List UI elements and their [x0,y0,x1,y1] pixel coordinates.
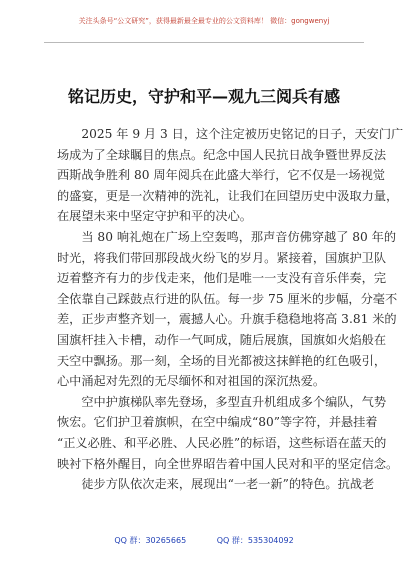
text-line: 迈着整齐有力的步伐走来，他们是唯一一支没有音乐伴奏，完 [57,271,387,286]
text-line: 心中涌起对先烈的无尽缅怀和对祖国的深沉热爱。 [57,374,326,389]
paragraph [57,124,404,227]
text-line: 差，正步声整齐划一，震撼人心。升旗手稳稳地将高 3.81 米的 [57,312,397,327]
text-line: 徒步方队依次走来，展现出“一老一新”的特色。抗战老 [57,477,375,492]
text-line: 场成为了全球瞩目的焦点。纪念中国人民抗日战争暨世界反法 [57,147,387,162]
text-line: 全依靠自己踩鼓点行进的队伍。每一步 75 厘米的步幅，分毫不 [57,291,398,306]
text-line: “正义必胜、和平必胜、人民必胜”的标语，这些标语在蓝天的 [57,435,387,450]
text-line: 当 80 响礼炮在广场上空轰鸣，那声音仿佛穿越了 80 年的 [57,229,397,244]
text-line: 恢宏。它们护卫着旗帜，在空中编成“80”等字符，并悬挂着 [57,415,378,430]
footer-contact [0,535,408,546]
text-line: 2025 年 9 月 3 日，这个注定被历史铭记的日子，天安门广 [57,127,404,141]
text-line: 时光，将我们带回那段战火纷飞的岁月。紧接着，国旗护卫队 [57,250,387,265]
document-title: 铭记历史，守护和平—观九三阅兵有感 [67,87,340,106]
footer-qq-group-1: QQ 群：30265665 [114,536,187,545]
header-promo-note: 关注头条号“公文研究”，获得最新最全最专业的公文资料库！ 微信：gongwenyj [78,17,330,25]
paragraph [57,227,398,392]
header-divider [44,42,364,43]
text-line: 西斯战争胜利 80 周年阅兵在此盛大举行，它不仅是一场视觉 [57,168,385,183]
text-line: 的盛宴，更是一次精神的洗礼，让我们在回望历史中汲取力量， [57,188,399,203]
text-line: 在展望未来中坚定守护和平的决心。 [57,209,252,224]
footer-qq-group-2: QQ 群：535304092 [216,536,294,545]
text-line: 空中护旗梯队率先登场，多型直升机组成多个编队，气势 [57,394,387,409]
text-line: 天空中飘扬。那一刻，全场的目光都被这抹鲜艳的红色吸引， [57,353,387,368]
text-line: 国旗杆挂入卡槽，动作一气呵成，随后展旗，国旗如火焰般在 [57,332,387,347]
text-line: 映衬下格外醒目，向全世界昭告着中国人民对和平的坚定信念。 [57,456,399,471]
paragraph [57,474,375,495]
document-body [57,124,404,495]
paragraph [57,392,399,474]
